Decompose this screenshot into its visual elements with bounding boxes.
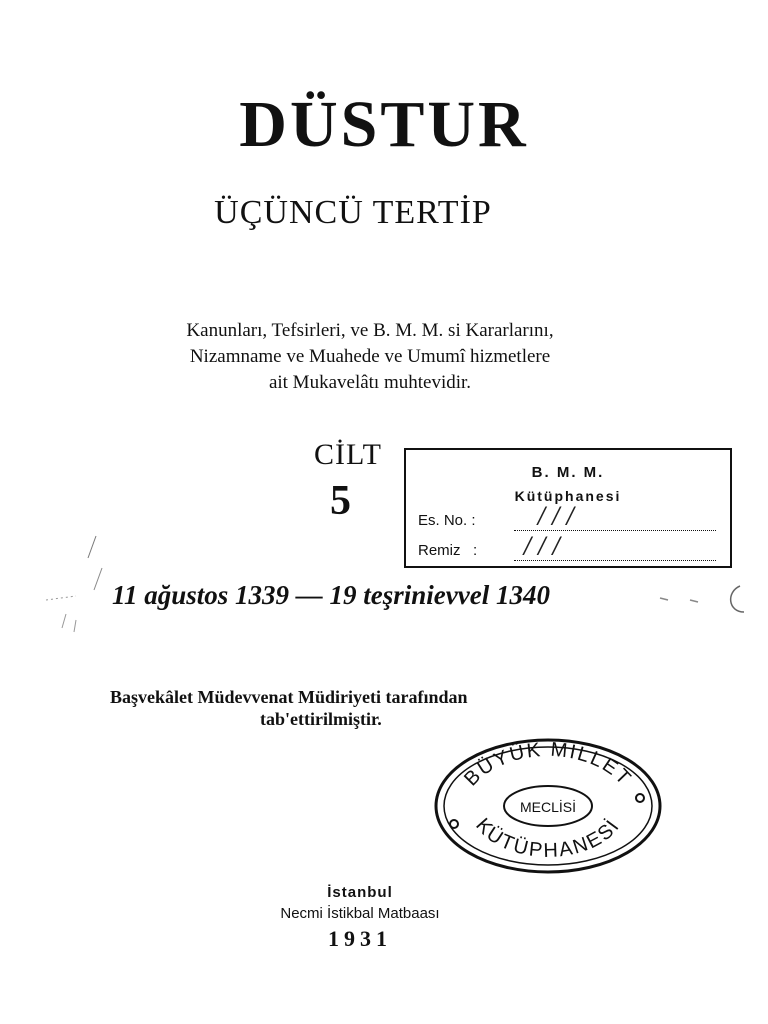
- seal-bottom-text: KÜTÜPHANESİ: [471, 814, 625, 862]
- contents-description: [60, 318, 680, 396]
- imprint: [0, 884, 720, 952]
- library-stamp-line-2: Kütüphanesi: [514, 488, 622, 504]
- library-stamp-field-1-label: Es. No.: [418, 512, 468, 529]
- library-stamp-field-2-label: Remiz: [418, 542, 461, 559]
- seal-top-text: BÜYÜK MİLLET: [460, 738, 636, 791]
- volume-label: CİLT: [314, 438, 382, 471]
- description-line-1: Kanunları, Tefsirleri, ve B. M. M. si Kararlarını,: [186, 320, 554, 341]
- library-stamp: [404, 448, 732, 568]
- date-range: 11 ağustos 1339 — 19 teşrinievvel 1340: [112, 580, 550, 610]
- seal-middle-text: MECLİSİ: [519, 799, 577, 815]
- library-stamp-field-1-value: / / /: [538, 504, 575, 529]
- description-line-3: ait Mukavelâtı muhtevidir.: [268, 372, 472, 393]
- publisher-line-2: tab'ettirilmiştir.: [260, 709, 382, 729]
- imprint-city: İstanbul: [327, 884, 393, 901]
- margin-pencil-marks: [36, 528, 116, 648]
- library-stamp-line-1: B. M. M.: [531, 464, 605, 481]
- publisher-note: [110, 686, 630, 730]
- document-subtitle: ÜÇÜNCÜ TERTİP: [214, 194, 492, 231]
- library-stamp-field-2: Remiz :: [418, 542, 478, 559]
- library-seal-stamp: [432, 736, 664, 876]
- volume-number: 5: [330, 478, 351, 524]
- library-stamp-field-2-value: / / /: [524, 534, 561, 559]
- imprint-press: Necmi İstikbal Matbaası: [280, 905, 440, 922]
- library-stamp-field-2-line: [514, 560, 716, 561]
- document-title: DÜSTUR: [239, 88, 529, 161]
- library-stamp-field-1: Es. No. :: [418, 512, 476, 529]
- imprint-year: 1931: [328, 926, 392, 951]
- publisher-line-1: Başvekâlet Müdevvenat Müdiriyeti tarafından: [110, 687, 468, 707]
- margin-pencil-marks-right: [654, 578, 754, 618]
- description-line-2: Nizamname ve Muahede ve Umumî hizmetlere: [189, 346, 551, 367]
- library-stamp-field-1-line: [514, 530, 716, 531]
